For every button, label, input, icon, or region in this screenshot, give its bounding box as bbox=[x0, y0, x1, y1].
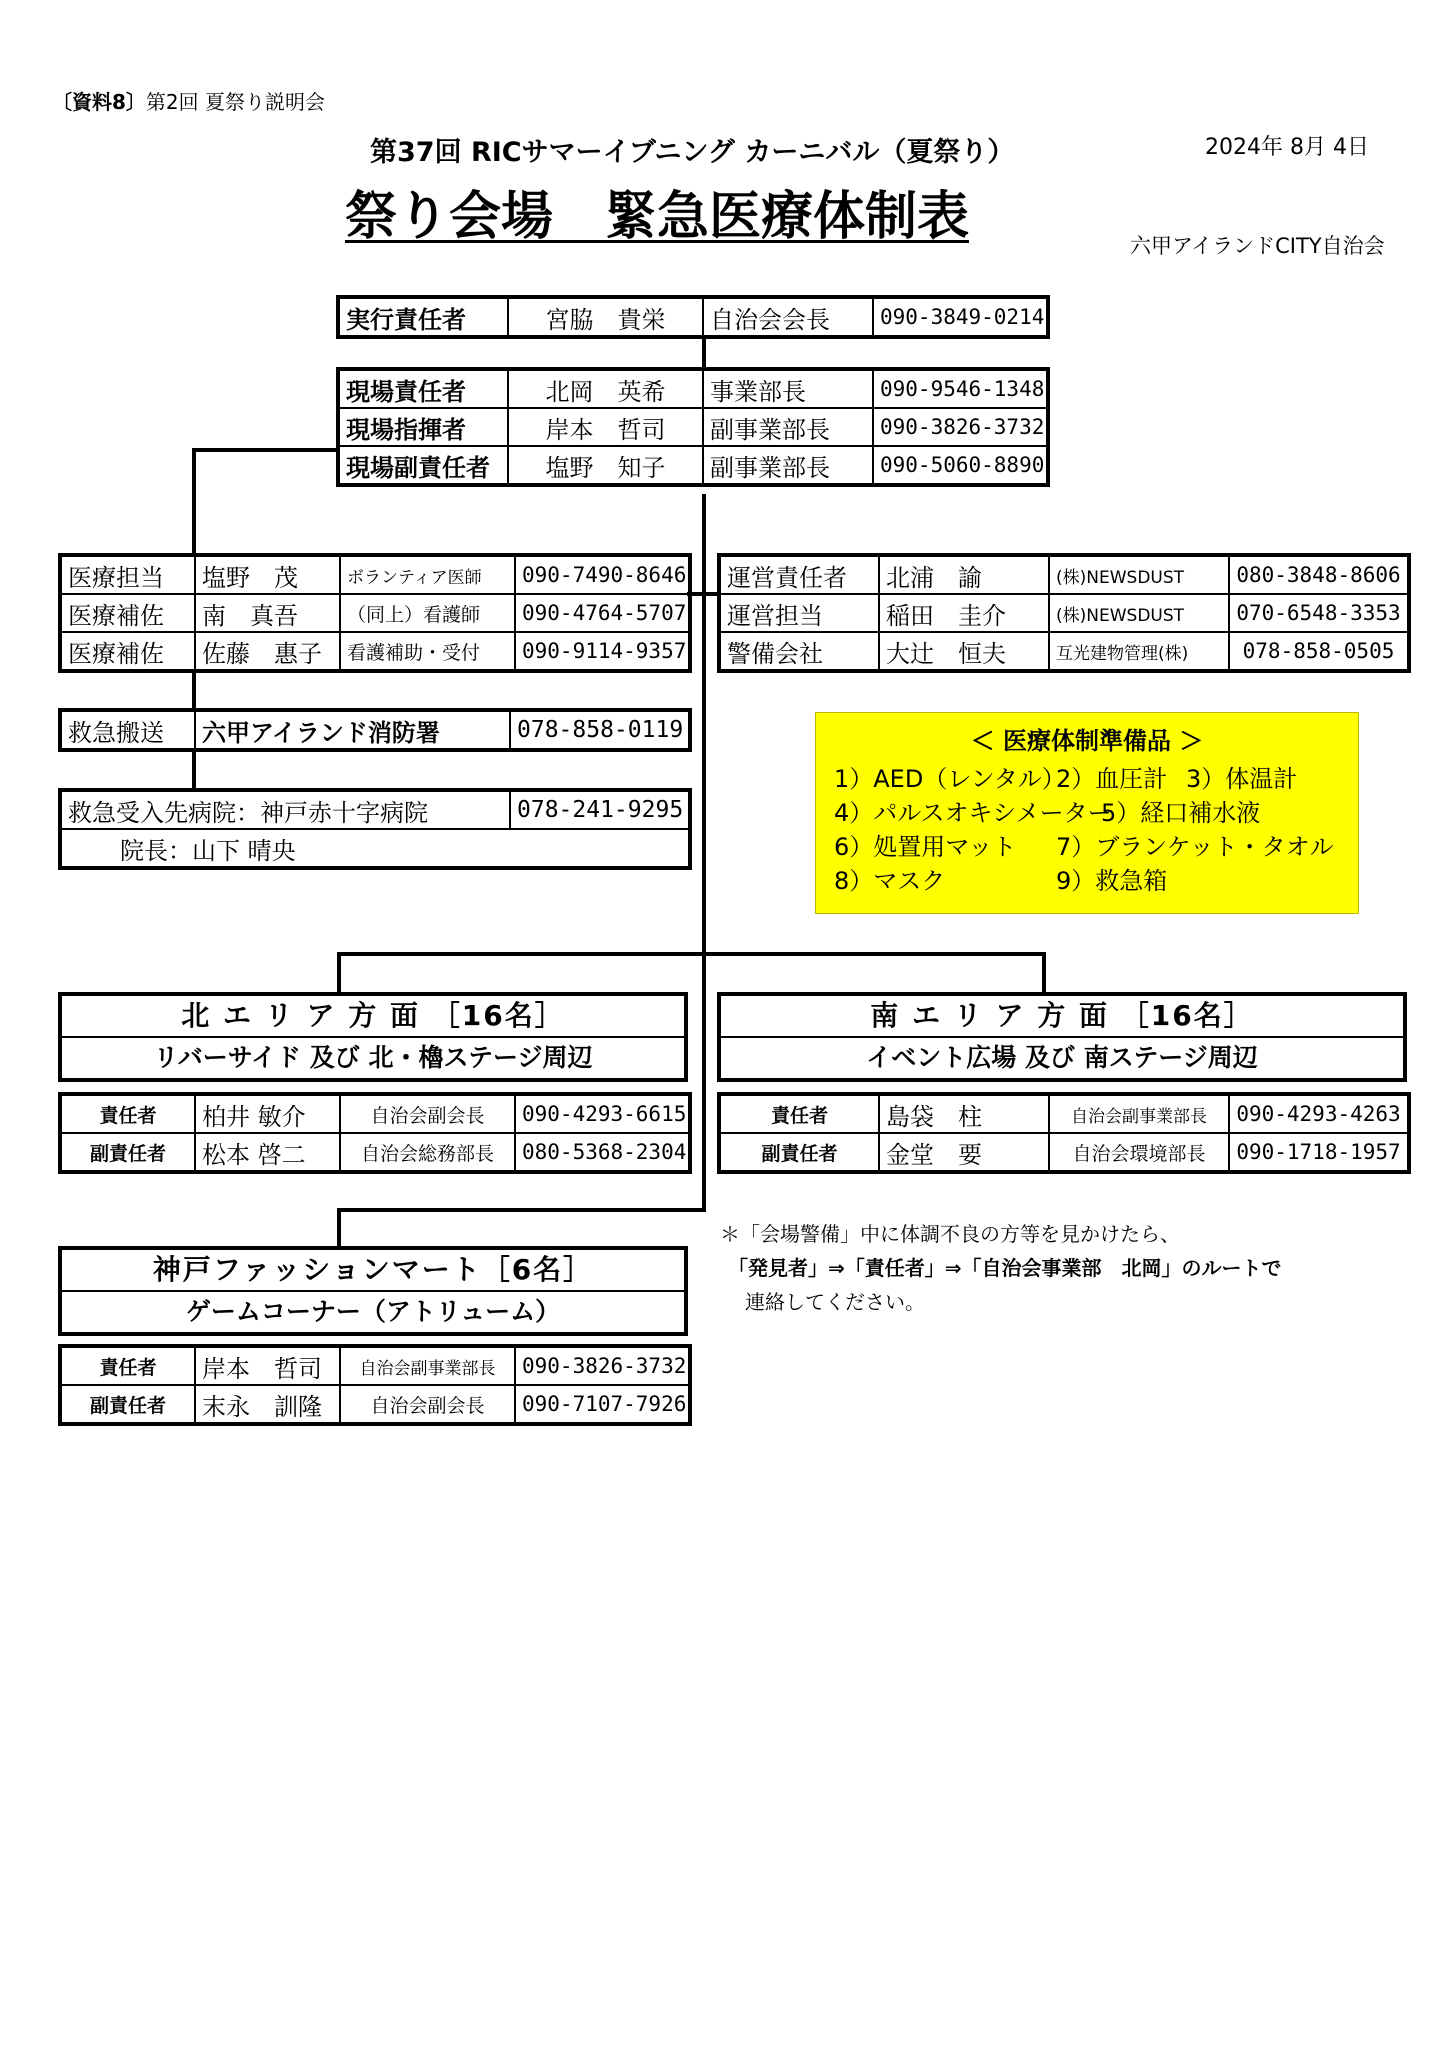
table-row bbox=[60, 1133, 690, 1172]
role-cell: 現場副責任者 bbox=[338, 446, 508, 485]
name-cell: 大辻 恒夫 bbox=[879, 632, 1049, 671]
title-cell: （同上）看護師 bbox=[340, 594, 515, 632]
phone-cell: 090-4293-6615 bbox=[515, 1094, 690, 1133]
table-row bbox=[60, 1094, 690, 1133]
table-row bbox=[60, 710, 690, 750]
equipment-item: 3）体温計 bbox=[1186, 765, 1298, 793]
connector-medical-branch bbox=[192, 448, 336, 452]
title-cell: 自治会副会長 bbox=[340, 1385, 515, 1424]
name-cell: 南 真吾 bbox=[195, 594, 340, 632]
role-cell: 責任者 bbox=[60, 1346, 195, 1385]
equipment-title: ＜ 医療体制準備品 ＞ bbox=[970, 727, 1204, 755]
equipment-item: 6）処置用マット bbox=[834, 833, 1017, 861]
ambulance-label: 救急搬送 bbox=[60, 710, 195, 750]
table-row bbox=[719, 555, 1409, 594]
role-cell: 副責任者 bbox=[60, 1385, 195, 1424]
north-area-title: 北 エ リ ア 方 面 ［16名］ bbox=[62, 996, 684, 1038]
role-cell: 運営責任者 bbox=[719, 555, 879, 594]
south-staff-table bbox=[717, 1092, 1411, 1174]
title-cell: 自治会副事業部長 bbox=[340, 1346, 515, 1385]
name-cell: 稲田 圭介 bbox=[879, 594, 1049, 632]
title-cell: 自治会会長 bbox=[703, 297, 873, 337]
site-table bbox=[336, 367, 1050, 487]
kobe-staff-table bbox=[58, 1344, 692, 1426]
kobe-area-location: ゲームコーナー（アトリューム） bbox=[185, 1297, 561, 1326]
phone-cell: 090-4293-4263 bbox=[1229, 1094, 1409, 1133]
note-line-1: ＊「会場警備」中に体調不良の方等を見かけたら、 bbox=[720, 1222, 1180, 1246]
phone-cell: 090-7107-7926 bbox=[515, 1385, 690, 1424]
document-date: 2024年 8月 4日 bbox=[1205, 135, 1369, 160]
title-cell: 副事業部長 bbox=[703, 408, 873, 446]
title-cell: 自治会総務部長 bbox=[340, 1133, 515, 1172]
name-cell: 岸本 哲司 bbox=[508, 408, 703, 446]
table-row bbox=[60, 1346, 690, 1385]
doc-ref-label: 〔資料8〕 bbox=[52, 90, 146, 114]
hospital-table bbox=[58, 788, 692, 870]
table-row bbox=[338, 297, 1048, 337]
name-cell: 岸本 哲司 bbox=[195, 1346, 340, 1385]
role-cell: 医療補佐 bbox=[60, 632, 195, 671]
phone-cell: 090-1718-1957 bbox=[1229, 1133, 1409, 1172]
name-cell: 島袋 柱 bbox=[879, 1094, 1049, 1133]
equipment-item: 5）経口補水液 bbox=[1101, 799, 1261, 827]
connector-area-bar bbox=[337, 952, 1046, 956]
table-row bbox=[719, 594, 1409, 632]
connector-north bbox=[337, 952, 341, 994]
title-cell: (株)NEWSDUST bbox=[1049, 555, 1229, 594]
phone-cell: 090-4764-5707 bbox=[515, 594, 690, 632]
role-cell: 運営担当 bbox=[719, 594, 879, 632]
name-cell: 宮脇 貴栄 bbox=[508, 297, 703, 337]
connector-kobe bbox=[337, 1208, 341, 1248]
table-row bbox=[60, 632, 690, 671]
name-cell: 松本 啓二 bbox=[195, 1133, 340, 1172]
role-cell: 副責任者 bbox=[719, 1133, 879, 1172]
north-area-box bbox=[58, 992, 688, 1082]
phone-cell: 080-3848-8606 bbox=[1229, 555, 1409, 594]
equipment-item: 9）救急箱 bbox=[1056, 867, 1168, 895]
phone-cell: 090-3826-3732 bbox=[515, 1346, 690, 1385]
role-cell: 医療補佐 bbox=[60, 594, 195, 632]
phone-cell: 080-5368-2304 bbox=[515, 1133, 690, 1172]
connector-medical-drop bbox=[192, 448, 196, 556]
page-title: 祭り会場 緊急医療体制表 bbox=[345, 187, 970, 247]
note-line-3: 連絡してください。 bbox=[745, 1290, 925, 1314]
table-row bbox=[719, 1133, 1409, 1172]
name-cell: 柏井 敏介 bbox=[195, 1094, 340, 1133]
table-row bbox=[60, 790, 690, 829]
table-row bbox=[719, 632, 1409, 671]
name-cell: 北浦 諭 bbox=[879, 555, 1049, 594]
name-cell: 塩野 茂 bbox=[195, 555, 340, 594]
table-row bbox=[60, 1385, 690, 1424]
title-cell: 事業部長 bbox=[703, 369, 873, 408]
connector-ambulance bbox=[192, 670, 196, 708]
role-cell: 責任者 bbox=[719, 1094, 879, 1133]
role-cell: 現場指揮者 bbox=[338, 408, 508, 446]
phone-cell: 090-3849-0214 bbox=[873, 297, 1048, 337]
phone-cell: 078-858-0505 bbox=[1229, 632, 1409, 671]
kobe-area-title: 神戸ファッションマート［6名］ bbox=[62, 1250, 684, 1292]
kobe-area-box bbox=[58, 1246, 688, 1336]
title-cell: (株)NEWSDUST bbox=[1049, 594, 1229, 632]
equipment-item: 7）ブランケット・タオル bbox=[1056, 833, 1334, 861]
role-cell: 現場責任者 bbox=[338, 369, 508, 408]
hospital-director: 院長：山下 晴央 bbox=[60, 829, 690, 868]
title-cell: 副事業部長 bbox=[703, 446, 873, 485]
table-row bbox=[338, 408, 1048, 446]
equipment-item: 2）血圧計 bbox=[1056, 765, 1168, 793]
table-row bbox=[60, 594, 690, 632]
equipment-item: 4）パルスオキシメーター bbox=[834, 799, 1112, 827]
phone-cell: 078-858-0119 bbox=[510, 710, 690, 750]
name-cell: 金堂 要 bbox=[879, 1133, 1049, 1172]
exec-table bbox=[336, 295, 1050, 339]
phone-cell: 090-7490-8646 bbox=[515, 555, 690, 594]
north-staff-table bbox=[58, 1092, 692, 1174]
connector-exec-site bbox=[702, 337, 706, 369]
connector-south bbox=[1042, 952, 1046, 994]
name-cell: 末永 訓隆 bbox=[195, 1385, 340, 1424]
table-row bbox=[338, 369, 1048, 408]
role-cell: 実行責任者 bbox=[338, 297, 508, 337]
title-cell: 自治会副事業部長 bbox=[1049, 1094, 1229, 1133]
table-row bbox=[719, 1094, 1409, 1133]
title-cell: 自治会環境部長 bbox=[1049, 1133, 1229, 1172]
hospital-label: 救急受入先病院：神戸赤十字病院 bbox=[60, 790, 510, 829]
operations-table bbox=[717, 553, 1411, 673]
phone-cell: 090-9546-1348 bbox=[873, 369, 1048, 408]
south-area-location: イベント広場 及び 南ステージ周辺 bbox=[866, 1043, 1258, 1072]
table-row bbox=[338, 446, 1048, 485]
name-cell: 塩野 知子 bbox=[508, 446, 703, 485]
event-name: 第37回 RICサマーイブニング カーニバル（夏祭り） bbox=[370, 137, 1015, 168]
phone-cell: 090-5060-8890 bbox=[873, 446, 1048, 485]
name-cell: 佐藤 惠子 bbox=[195, 632, 340, 671]
connector-trunk-upper bbox=[702, 494, 706, 954]
note-line-2: 「発見者」⇒「責任者」⇒「自治会事業部 北岡」のルートで bbox=[728, 1256, 1282, 1280]
equipment-box bbox=[815, 712, 1359, 914]
role-cell: 警備会社 bbox=[719, 632, 879, 671]
title-cell: ボランティア医師 bbox=[340, 555, 515, 594]
medical-table bbox=[58, 553, 692, 673]
title-cell: 看護補助・受付 bbox=[340, 632, 515, 671]
equipment-item: 1）AED（レンタル） bbox=[834, 765, 1066, 793]
table-row bbox=[60, 829, 690, 868]
fire-station-name: 六甲アイランド消防署 bbox=[195, 710, 510, 750]
doc-sub-label: 第2回 夏祭り説明会 bbox=[145, 90, 326, 114]
connector-kobe-bar bbox=[337, 1208, 706, 1212]
document-reference bbox=[52, 86, 325, 115]
table-row bbox=[60, 555, 690, 594]
phone-cell: 090-3826-3732 bbox=[873, 408, 1048, 446]
connector-hospital bbox=[192, 748, 196, 790]
equipment-item: 8）マスク bbox=[834, 867, 946, 895]
title-cell: 互光建物管理(株) bbox=[1049, 632, 1229, 671]
role-cell: 副責任者 bbox=[60, 1133, 195, 1172]
connector-trunk-lower bbox=[702, 954, 706, 1210]
name-cell: 北岡 英希 bbox=[508, 369, 703, 408]
phone-cell: 078-241-9295 bbox=[510, 790, 690, 829]
ambulance-table bbox=[58, 708, 692, 752]
south-area-box bbox=[717, 992, 1407, 1082]
north-area-location: リバーサイド 及び 北・櫓ステージ周辺 bbox=[153, 1043, 593, 1072]
organizer-name: 六甲アイランドCITY自治会 bbox=[1130, 234, 1385, 258]
phone-cell: 070-6548-3353 bbox=[1229, 594, 1409, 632]
role-cell: 責任者 bbox=[60, 1094, 195, 1133]
south-area-title: 南 エ リ ア 方 面 ［16名］ bbox=[721, 996, 1403, 1038]
title-cell: 自治会副会長 bbox=[340, 1094, 515, 1133]
phone-cell: 090-9114-9357 bbox=[515, 632, 690, 671]
role-cell: 医療担当 bbox=[60, 555, 195, 594]
